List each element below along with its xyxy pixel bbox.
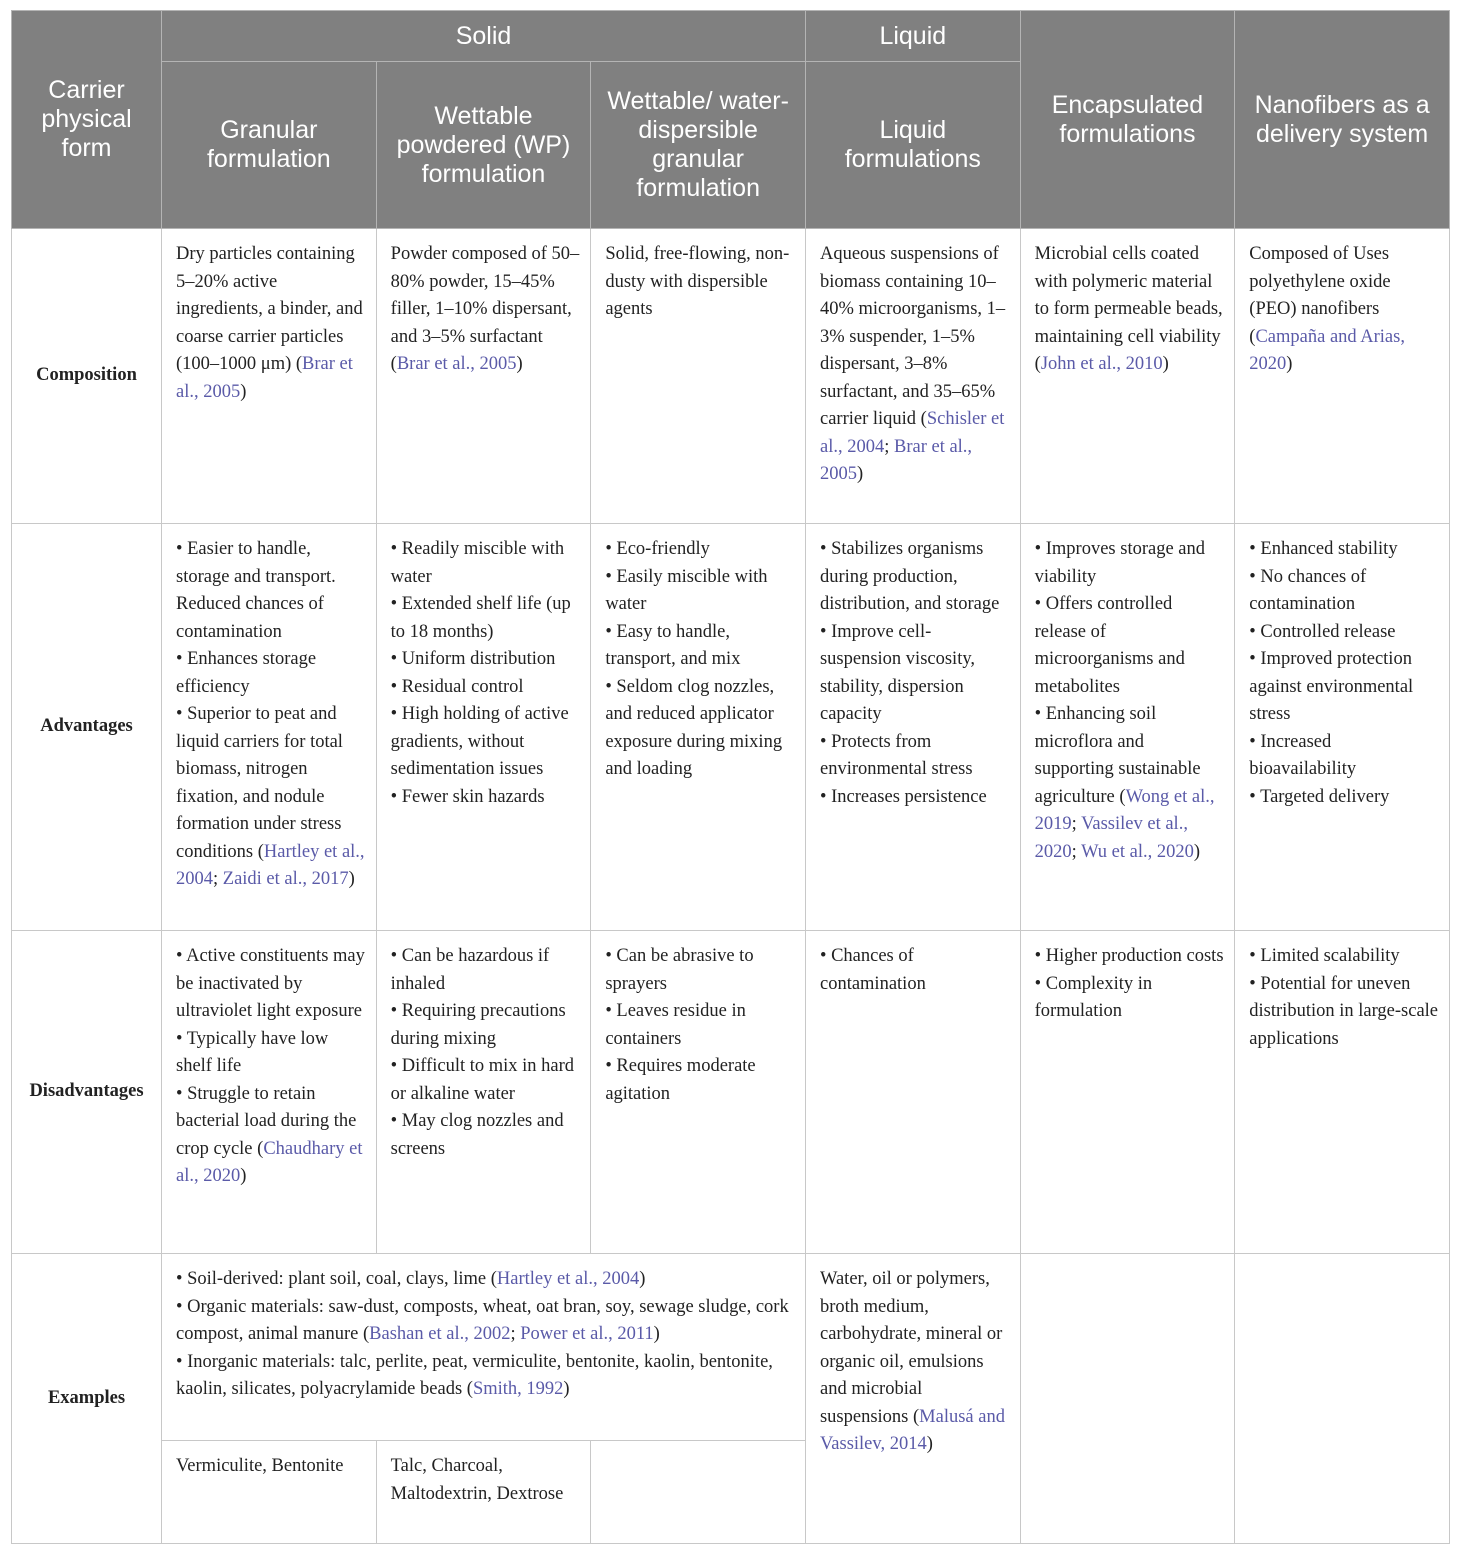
cell-advantages-wdg [591, 524, 806, 931]
cell-disadvantages-nanofibers [1235, 931, 1450, 1254]
cell-text: ; [1071, 841, 1082, 862]
bullet-item: • Complexity in formulation [1034, 973, 1153, 1021]
cell-text: Microbial cells coated with polymeric material to form permeable beads, maintaining cell viability ( [1034, 244, 1223, 374]
cell-disadvantages-liquid [805, 931, 1020, 1254]
bullet-item: • Requires moderate agitation [605, 1056, 756, 1104]
cell-text: ) [639, 1269, 646, 1289]
bullet-item: • Increased bioavailability [1249, 731, 1357, 779]
cell-text: Powder composed of 50–80% powder, 15–45% filler, 1–10% dispersant, and 3–5% surfactant ( [390, 244, 580, 374]
row-label-composition: Composition [12, 229, 162, 524]
bullet-item: • Fewer skin hazards [390, 786, 545, 807]
header-carrier-physical-form: Carrier physical form [12, 11, 162, 229]
cell-disadvantages-encapsulated [1020, 931, 1235, 1254]
header-liquid-formulations: Liquid formulations [805, 62, 1020, 229]
bullet-item: • Enhanced stability [1249, 539, 1398, 559]
reference-link[interactable]: Vassilev et al., 2020 [1034, 814, 1188, 862]
bullet-item [176, 1266, 795, 1294]
bullet-item [176, 1081, 366, 1191]
cell-text: ) [856, 464, 864, 484]
cell-examples-nanofibers [1235, 1254, 1450, 1544]
reference-link[interactable]: Brar et al., 2005 [176, 354, 353, 402]
cell-examples-encapsulated [1020, 1254, 1235, 1544]
cell-text: ) [240, 381, 247, 402]
table-container [11, 10, 1449, 1544]
reference-link[interactable]: Brar et al., 2005 [819, 436, 973, 484]
row-label-advantages: Advantages [12, 524, 162, 931]
bullet-item: • Limited scalability [1249, 946, 1400, 966]
cell-text: • Struggle to retain bacterial load during the crop cycle ( [176, 1083, 357, 1159]
bullet-item: • Uniform distribution [390, 649, 556, 669]
bullet-item: • Easier to handle, storage and transport. Reduced chances of contamination [176, 539, 336, 642]
cell-disadvantages-wp [376, 931, 591, 1254]
reference-link[interactable]: John et al., 2010 [1040, 354, 1163, 374]
cell-examples-wdg [591, 1441, 806, 1544]
bullet-item: • Stabilizes organisms during production, distribution, and storage [819, 539, 1000, 614]
cell-advantages-encapsulated [1020, 524, 1235, 931]
bullet-item [176, 1349, 795, 1404]
reference-link[interactable]: Brar et al., 2005 [396, 354, 517, 374]
bullet-item: • Protects from environmental stress [819, 731, 973, 779]
bullet-item: • Easily miscible with water [605, 566, 768, 614]
bullet-item [176, 1294, 795, 1349]
cell-composition-nanofibers [1235, 229, 1450, 524]
reference-link[interactable]: Smith, 1992 [472, 1379, 564, 1399]
bullet-item: • Higher production costs [1034, 946, 1224, 966]
reference-link[interactable]: Campaña and Arias, 2020 [1249, 326, 1405, 374]
cell-composition-wdg [591, 229, 806, 524]
bullet-item: • Improved protection against environmental stress [1249, 649, 1414, 724]
cell-text: Solid, free-flowing, non-dusty with dispersible agents [605, 244, 790, 319]
reference-link[interactable]: Bashan et al., 2002 [369, 1324, 511, 1344]
cell-text: ) [240, 1166, 247, 1186]
cell-text: • Soil-derived: plant soil, coal, clays, lime ( [176, 1269, 497, 1289]
cell-composition-granular [162, 229, 377, 524]
bullet-item [176, 701, 366, 894]
cell-examples-liquid [805, 1254, 1020, 1544]
cell-advantages-nanofibers [1235, 524, 1450, 931]
reference-link[interactable]: Chaudhary et al., 2020 [176, 1138, 363, 1186]
reference-link[interactable]: Schisler et al., 2004 [819, 409, 1005, 457]
bullet-item: • Offers controlled release of microorganisms and metabolites [1034, 594, 1185, 697]
cell-examples-wp: Talc, Charcoal, Maltodextrin, Dextrose [376, 1441, 591, 1544]
bullet-item: • Can be abrasive to sprayers [605, 946, 754, 994]
cell-text: ) [653, 1324, 660, 1344]
bullet-item: • Requiring precautions during mixing [390, 1001, 566, 1049]
reference-link[interactable]: Zaidi et al., 2017 [222, 869, 349, 889]
bullet-item: • Typically have low shelf life [176, 1028, 329, 1076]
cell-examples-granular: Vermiculite, Bentonite [162, 1441, 377, 1544]
cell-text: ) [348, 869, 355, 889]
cell-text: ; [510, 1324, 521, 1344]
cell-text: ; [884, 436, 894, 457]
cell-advantages-liquid [805, 524, 1020, 931]
bullet-item: • Chances of contamination [819, 946, 926, 994]
cell-disadvantages-granular [162, 931, 377, 1254]
bullet-item: • Eco-friendly [605, 539, 710, 559]
cell-text: ) [563, 1379, 570, 1399]
bullet-item: • Active constituents may be inactivated by ultraviolet light exposure [176, 946, 365, 1021]
carrier-formulation-table [11, 10, 1450, 1544]
cell-text: • Superior to peat and liquid carriers for total biomass, nitrogen fixation, and nodule formation under stress conditions ( [176, 704, 343, 862]
bullet-item: • Seldom clog nozzles, and reduced applicator exposure during mixing and loading [605, 676, 783, 779]
bullet-item: • Easy to handle, transport, and mix [605, 621, 741, 669]
reference-link[interactable]: Power et al., 2011 [520, 1324, 654, 1344]
bullet-item: • Can be hazardous if inhaled [390, 946, 550, 994]
row-label-disadvantages: Disadvantages [12, 931, 162, 1254]
cell-text: ) [1162, 354, 1169, 374]
reference-link[interactable]: Wong et al., 2019 [1034, 786, 1215, 834]
header-water-dispersible-granular: Wettable/ water-dispersible granular formulation [591, 62, 806, 229]
bullet-item: • Improves storage and viability [1034, 539, 1205, 587]
cell-text: Composed of Uses polyethylene oxide (PEO) nanofibers ( [1249, 244, 1391, 347]
cell-text: ; [213, 869, 223, 889]
header-granular: Granular formulation [162, 62, 377, 229]
bullet-item: • Enhances storage efficiency [176, 649, 317, 697]
header-wettable-powdered: Wettable powdered (WP) formulation [376, 62, 591, 229]
cell-disadvantages-wdg [591, 931, 806, 1254]
bullet-item: • Controlled release [1249, 621, 1396, 642]
cell-composition-encapsulated [1020, 229, 1235, 524]
bullet-item: • Readily miscible with water [390, 539, 565, 587]
cell-text: Aqueous suspensions of biomass containing 10–40% microorganisms, 1–3% suspender, 1–5% dispersant, 3–8% surfactant, and 35–65% carrier liquid ( [819, 244, 1006, 429]
cell-text: ) [926, 1434, 933, 1454]
cell-text: ; [1071, 814, 1082, 834]
cell-composition-liquid [805, 229, 1020, 524]
reference-link[interactable]: Malusá and Vassilev, 2014 [819, 1406, 1005, 1454]
bullet-item: • Difficult to mix in hard or alkaline water [390, 1056, 575, 1104]
header-solid: Solid [162, 11, 806, 62]
bullet-item: • Leaves residue in containers [605, 1001, 746, 1049]
cell-composition-wp [376, 229, 591, 524]
table-row-composition [12, 229, 1450, 524]
table-row-advantages [12, 524, 1450, 931]
cell-text: • Enhancing soil microflora and supporting sustainable agriculture ( [1034, 704, 1201, 807]
header-liquid: Liquid [805, 11, 1020, 62]
cell-text: ) [1193, 841, 1201, 862]
bullet-item: • Targeted delivery [1249, 786, 1390, 807]
bullet-item: • Potential for uneven distribution in large-scale applications [1249, 973, 1439, 1049]
bullet-item: • May clog nozzles and screens [390, 1111, 564, 1159]
cell-text: ) [1286, 354, 1293, 374]
cell-text: Water, oil or polymers, broth medium, carbohydrate, mineral or organic oil, emulsions and microbial suspensions ( [819, 1269, 1003, 1427]
bullet-item: • Extended shelf life (up to 18 months) [390, 594, 571, 642]
cell-examples-solid-shared [162, 1254, 806, 1441]
cell-text: ) [516, 354, 523, 374]
reference-link[interactable]: Hartley et al., 2004 [176, 841, 365, 889]
bullet-item: • Improve cell-suspension viscosity, stability, dispersion capacity [819, 621, 976, 724]
bullet-item [1035, 701, 1225, 866]
cell-text: • Inorganic materials: talc, perlite, peat, vermiculite, bentonite, kaolin, bentonite, kaolin, silicates, polyacrylamide beads ( [176, 1351, 773, 1399]
bullet-item: • No chances of contamination [1249, 566, 1367, 614]
bullet-item: • Increases persistence [819, 786, 987, 807]
reference-link[interactable]: Hartley et al., 2004 [496, 1269, 640, 1289]
reference-link[interactable]: Wu et al., 2020 [1081, 841, 1194, 862]
cell-advantages-wp [376, 524, 591, 931]
cell-advantages-granular [162, 524, 377, 931]
bullet-item: • Residual control [390, 676, 524, 697]
table-row-disadvantages [12, 931, 1450, 1254]
bullet-item: • High holding of active gradients, without sedimentation issues [390, 704, 569, 779]
header-encapsulated: Encapsulated formulations [1020, 11, 1235, 229]
header-nanofibers: Nanofibers as a delivery system [1235, 11, 1450, 229]
cell-text: Dry particles containing 5–20% active ingredients, a binder, and coarse carrier particles (100–1000 μm) ( [176, 244, 363, 374]
cell-text: • Organic materials: saw-dust, composts, wheat, oat bran, soy, sewage sludge, cork compost, animal manure ( [176, 1296, 789, 1344]
row-label-examples: Examples [12, 1254, 162, 1544]
table-row-examples [12, 1254, 1450, 1441]
